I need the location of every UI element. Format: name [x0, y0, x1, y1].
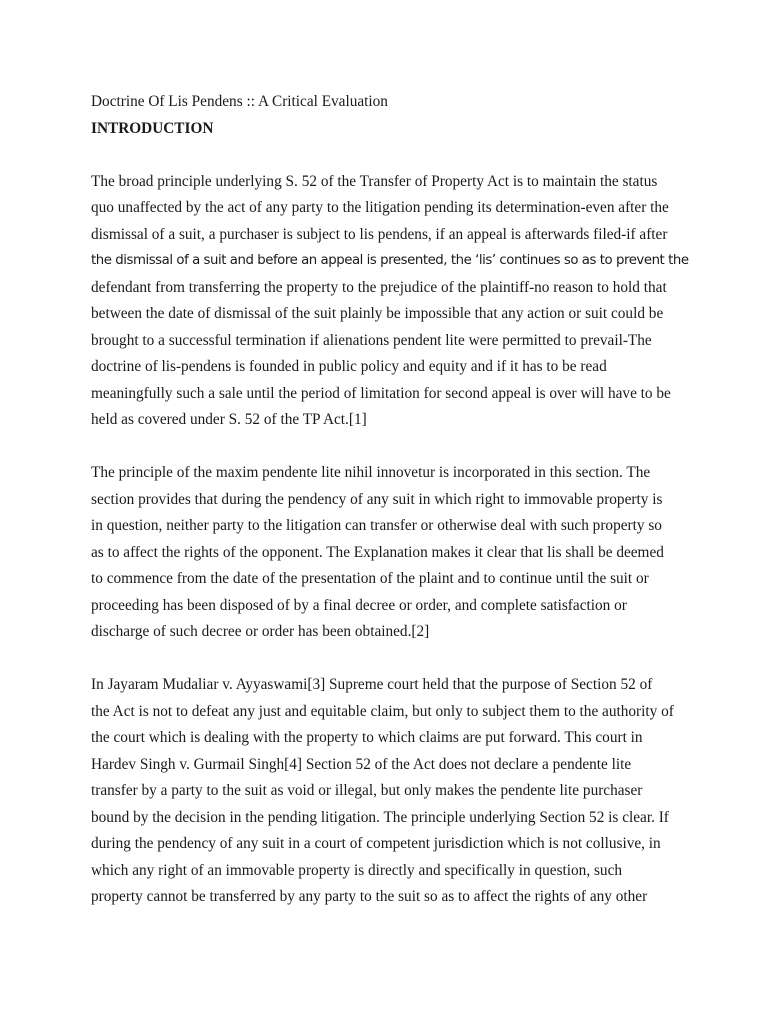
- paragraph-line: property cannot be transferred by any party to the suit so as to affect the rights of any other: [91, 888, 648, 905]
- paragraph-line: discharge of such decree or order has been obtained.[2]: [91, 623, 430, 640]
- paragraph-1: [91, 169, 687, 434]
- paragraph-line: in question, neither party to the litigation can transfer or otherwise deal with such property so: [91, 517, 662, 534]
- paragraph-line: to commence from the date of the presentation of the plaint and to continue until the suit or: [91, 570, 649, 587]
- paragraph-line: Hardev Singh v. Gurmail Singh[4] Section 52 of the Act does not declare a pendente lite: [91, 755, 632, 773]
- paragraph-line: the court which is dealing with the property to which claims are put forward. This court in: [91, 729, 643, 746]
- paragraph-line: dismissal of a suit, a purchaser is subject to lis pendens, if an appeal is afterwards filed-if after: [91, 225, 668, 243]
- paragraph-line: In Jayaram Mudaliar v. Ayyaswami[3] Supreme court held that the purpose of Section 52 of: [91, 676, 653, 693]
- paragraph-line: as to affect the rights of the opponent. The Explanation makes it clear that lis shall be deemed: [91, 543, 664, 561]
- paragraph-line: doctrine of lis-pendens is founded in public policy and equity and if it has to be read: [91, 358, 607, 375]
- paragraph-3: [91, 672, 687, 911]
- paragraph-line: brought to a successful termination if alienations pendent lite were permitted to prevail-The: [91, 331, 652, 349]
- blank-line: [91, 646, 687, 673]
- paragraph-line: the dismissal of a suit and before an appeal is presented, the ‘lis’ continues so as to prevent the: [91, 253, 689, 268]
- paragraph-line: quo unaffected by the act of any party to the litigation pending its determination-even after the: [91, 199, 669, 216]
- document-body: [91, 89, 687, 911]
- document-title: Doctrine Of Lis Pendens :: A Critical Evaluation: [91, 93, 388, 110]
- blank-line: [91, 434, 687, 461]
- paragraph-line: bound by the decision in the pending litigation. The principle underlying Section 52 is clear. If: [91, 808, 669, 826]
- section-heading: INTRODUCTION: [91, 119, 214, 137]
- blank-line: [91, 142, 687, 169]
- paragraph-line: meaningfully such a sale until the period of limitation for second appeal is over will have to be: [91, 384, 671, 402]
- paragraph-line: between the date of dismissal of the suit plainly be impossible that any action or suit could be: [91, 305, 664, 322]
- paragraph-line: held as covered under S. 52 of the TP Act.[1]: [91, 411, 367, 428]
- paragraph-line: during the pendency of any suit in a court of competent jurisdiction which is not collusive, in: [91, 835, 661, 852]
- paragraph-line: the Act is not to defeat any just and equitable claim, but only to subject them to the authority of: [91, 702, 674, 720]
- paragraph-line: The principle of the maxim pendente lite nihil innovetur is incorporated in this section. The: [91, 464, 651, 481]
- paragraph-line: defendant from transferring the property to the prejudice of the plaintiff-no reason to hold that: [91, 278, 667, 296]
- paragraph-2: [91, 460, 687, 646]
- paragraph-line: proceeding has been disposed of by a final decree or order, and complete satisfaction or: [91, 596, 627, 614]
- paragraph-line: section provides that during the pendency of any suit in which right to immovable property is: [91, 490, 663, 508]
- paragraph-line: which any right of an immovable property is directly and specifically in question, such: [91, 861, 623, 879]
- paragraph-line: The broad principle underlying S. 52 of the Transfer of Property Act is to maintain the status: [91, 172, 658, 190]
- paragraph-line: transfer by a party to the suit as void or illegal, but only makes the pendente lite purchaser: [91, 782, 643, 799]
